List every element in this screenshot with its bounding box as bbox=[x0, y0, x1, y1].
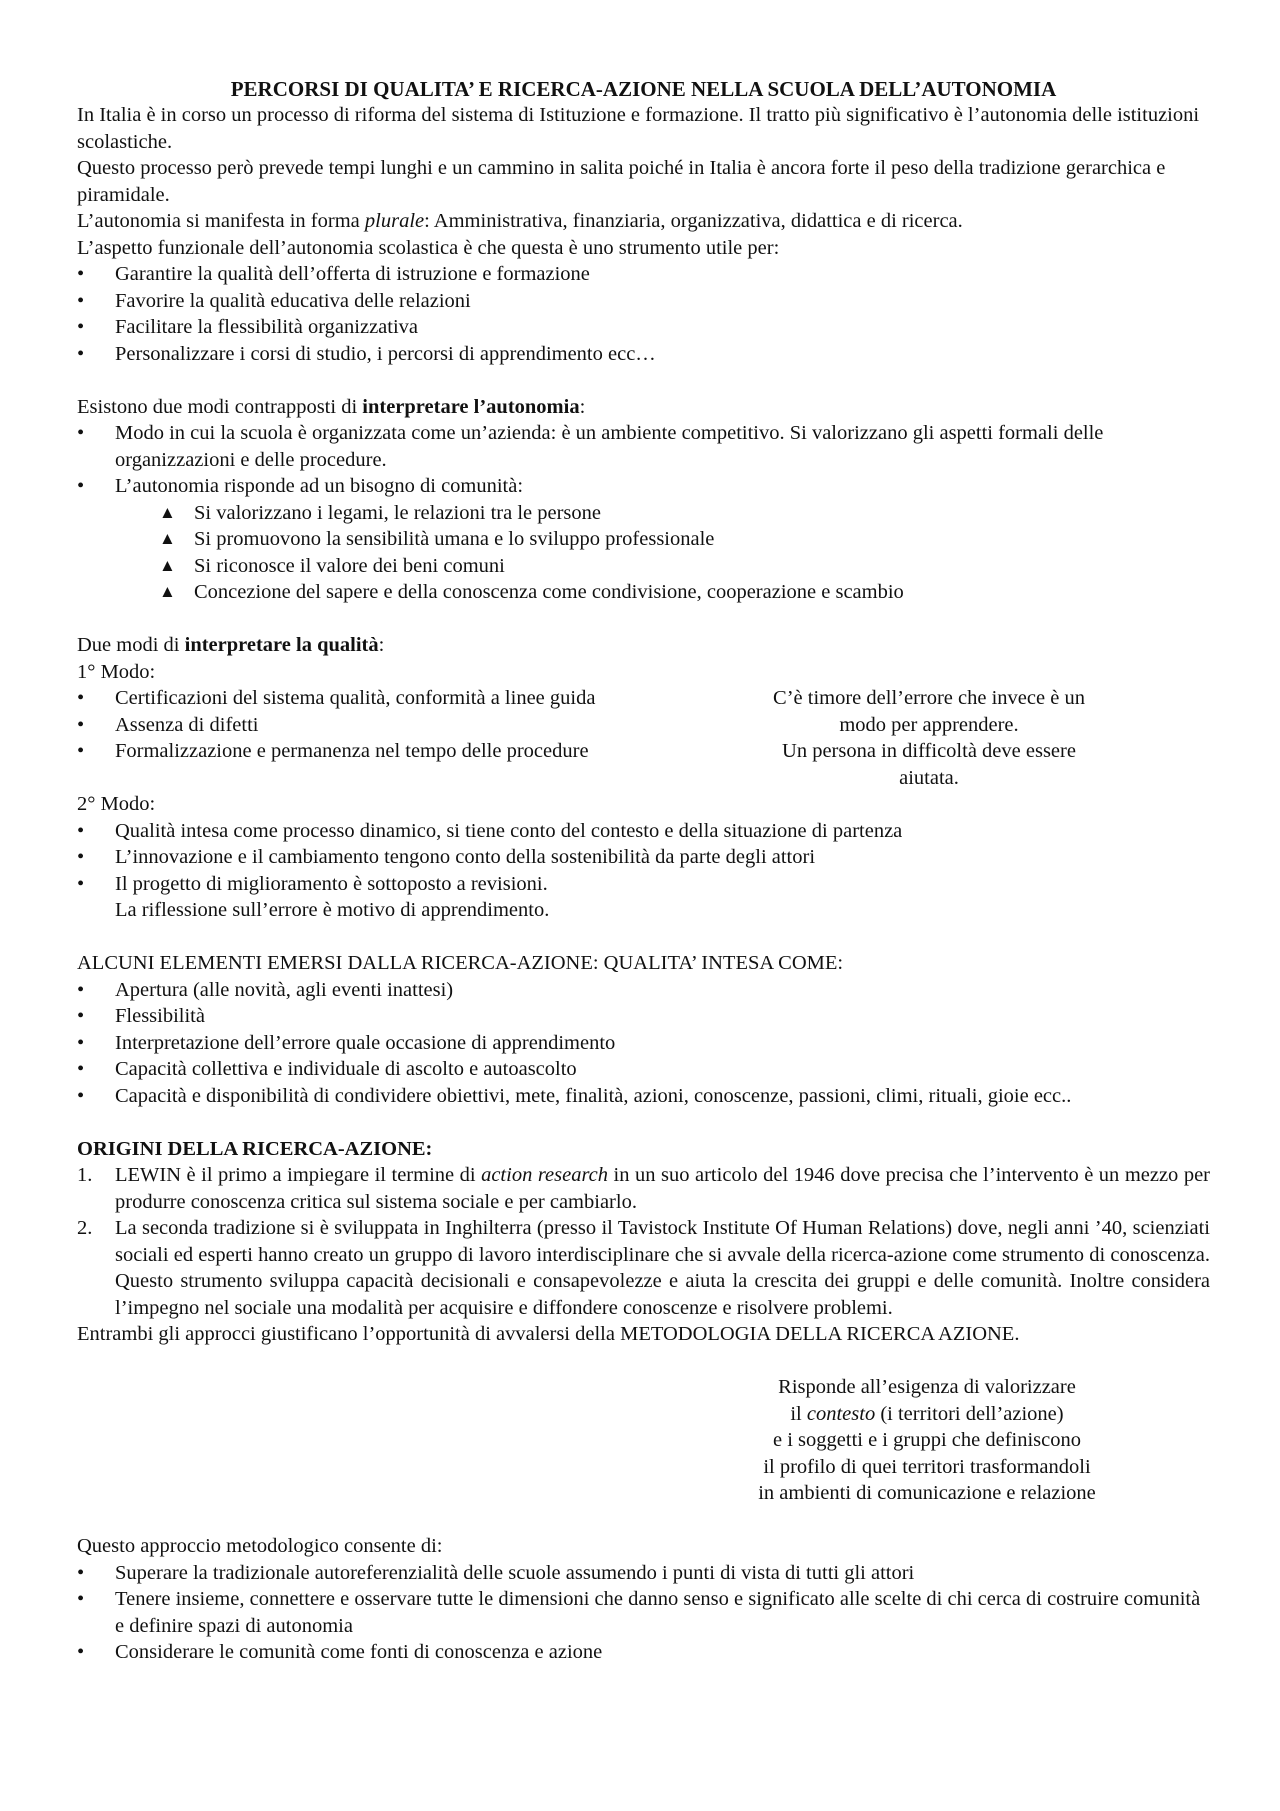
list-item-text: Apertura (alle novità, agli eventi inattesi) bbox=[115, 978, 454, 1001]
list-item-text: La seconda tradizione si è sviluppata in Inghilterra (presso il Tavistock Institute Of Human Relations) dove, negli anni ’40, scienziati sociali ed esperti hanno creato un gruppo di lavoro interdisciplinare che si avvale della ricerca-azione come strumento di conoscenza. Questo strumento sviluppa capacità decisionali e consapevolezze e aiuta la crescita dei gruppi e delle comunità. Inoltre considera l’impegno nel sociale una modalità per acquisire e diffondere conoscenze e risolvere problemi. bbox=[115, 1217, 1210, 1319]
list-item-text: Qualità intesa come processo dinamico, si tiene conto del contesto e della situazione di partenza bbox=[115, 819, 903, 842]
bullet-marker: • bbox=[77, 713, 85, 736]
bullet-marker: • bbox=[77, 1641, 85, 1663]
bullet-marker: • bbox=[77, 289, 85, 312]
list-item-text: Si valorizzano i legami, le relazioni tra le persone bbox=[194, 501, 601, 524]
text-run: : Amministrativa, finanziaria, organizzativa, didattica e di ricerca. bbox=[424, 210, 963, 232]
spacer bbox=[77, 1109, 1210, 1136]
list-item-text: Garantire la qualità dell’offerta di istruzione e formazione bbox=[115, 263, 590, 285]
list-item-text: Formalizzazione e permanenza nel tempo delle procedure bbox=[115, 740, 589, 762]
list-item-text: L’autonomia risponde ad un bisogno di comunità: bbox=[115, 475, 524, 497]
side-note-line: C’è timore dell’errore che invece è un bbox=[773, 687, 1085, 709]
list-item bbox=[77, 341, 1210, 368]
list-item-text: Interpretazione dell’errore quale occasione di apprendimento bbox=[115, 1031, 616, 1054]
bullet-marker: • bbox=[77, 819, 85, 842]
page-title: PERCORSI DI QUALITA’ E RICERCA-AZIONE NELLA SCUOLA DELL’AUTONOMIA bbox=[230, 77, 1057, 101]
list-item-text: Favorire la qualità educativa delle relazioni bbox=[115, 289, 471, 312]
origini-heading-text: ORIGINI DELLA RICERCA-AZIONE: bbox=[77, 1137, 433, 1160]
list-item-text: Il progetto di miglioramento è sottoposto a revisioni. bbox=[115, 872, 548, 895]
text-run: il bbox=[790, 1402, 807, 1425]
bullet-marker: • bbox=[77, 1588, 85, 1610]
origini-heading bbox=[77, 1136, 1210, 1163]
text-run: Esistono due modi contrapposti di bbox=[77, 395, 363, 418]
list-item-text: Certificazioni del sistema qualità, conformità a linee guida bbox=[115, 687, 596, 709]
elementi-bullet-list bbox=[77, 977, 1210, 1110]
risponde-line: in ambienti di comunicazione e relazione bbox=[758, 1482, 1096, 1504]
numbered-item bbox=[77, 1162, 1210, 1215]
modo2-tail: La riflessione sull’errore è motivo di apprendimento. bbox=[115, 899, 550, 921]
spacer bbox=[77, 1507, 1210, 1534]
list-item bbox=[77, 685, 737, 712]
bullet-marker: • bbox=[77, 1561, 85, 1584]
list-item-text: Considerare le comunità come fonti di conoscenza e azione bbox=[115, 1641, 603, 1663]
spacer bbox=[77, 606, 1210, 633]
intro-bullet-list bbox=[77, 261, 1210, 367]
bullet-marker: • bbox=[77, 263, 85, 285]
modo1-label: 1° Modo: bbox=[77, 660, 156, 683]
triangle-bullet-icon: ▲ bbox=[159, 555, 176, 575]
list-item-text: Modo in cui la scuola è organizzata come un’azienda: è un ambiente competitivo. Si valorizzano gli aspetti formali delle organizzazioni e delle procedure. bbox=[115, 422, 1104, 471]
bold-interpretare-autonomia: interpretare l’autonomia bbox=[362, 395, 580, 418]
list-item bbox=[77, 1586, 1210, 1639]
bullet-marker: • bbox=[77, 687, 85, 709]
list-item bbox=[77, 288, 1210, 315]
bullet-marker: • bbox=[77, 342, 85, 365]
text-run: : bbox=[378, 634, 385, 656]
list-item bbox=[77, 977, 1210, 1004]
bullet-marker: • bbox=[77, 1031, 85, 1054]
list-item-text: Concezione del sapere e della conoscenza come condivisione, cooperazione e scambio bbox=[194, 581, 904, 603]
intro-paragraph-3 bbox=[77, 208, 1210, 235]
triangle-bullet-icon: ▲ bbox=[159, 582, 176, 601]
list-item-text: Assenza di difetti bbox=[115, 713, 259, 736]
intro-paragraph-2: Questo processo però prevede tempi lunghi e un cammino in salita poiché in Italia è ancora forte il peso della tradizione gerarchica e piramidale. bbox=[77, 157, 1166, 206]
list-item bbox=[77, 314, 1210, 341]
bullet-marker: • bbox=[77, 1084, 85, 1107]
list-item-text: Facilitare la flessibilità organizzativa bbox=[115, 316, 419, 338]
elementi-heading: ALCUNI ELEMENTI EMERSI DALLA RICERCA-AZIONE: QUALITA’ INTESA COME: bbox=[77, 952, 844, 974]
numbered-item bbox=[77, 1215, 1210, 1321]
risponde-block bbox=[737, 1374, 1117, 1507]
list-item bbox=[77, 1003, 1210, 1030]
spacer bbox=[77, 924, 1210, 951]
emphasis-contesto: contesto bbox=[806, 1402, 876, 1425]
text-run: : bbox=[579, 395, 586, 418]
qualita-lead bbox=[77, 632, 1210, 659]
sub-list-item bbox=[159, 526, 1210, 553]
side-note bbox=[739, 685, 1119, 791]
text-run: LEWIN è il primo a impiegare il termine di bbox=[115, 1164, 482, 1186]
list-item bbox=[77, 1639, 1210, 1666]
autonomia-bullet-list bbox=[77, 420, 1210, 500]
bullet-marker: • bbox=[77, 316, 85, 338]
list-item-text: Personalizzare i corsi di studio, i percorsi di apprendimento ecc… bbox=[115, 342, 656, 365]
emphasis-plurale: plurale bbox=[364, 210, 425, 232]
triangle-bullet-icon: ▲ bbox=[159, 502, 176, 522]
list-item-text: Capacità e disponibilità di condividere obiettivi, mete, finalità, azioni, conoscenze, passioni, climi, rituali, gioie ecc.. bbox=[115, 1084, 1072, 1107]
comunita-sublist bbox=[77, 500, 1210, 606]
modo1-block bbox=[77, 685, 1210, 791]
text-run: in un suo articolo del 1946 dove precisa che l’intervento è un mezzo per produrre conoscenza critica sul sistema sociale e per cambiarlo. bbox=[115, 1164, 1210, 1213]
risponde-line: il profilo di quei territori trasformandoli bbox=[763, 1455, 1091, 1478]
list-item bbox=[77, 1056, 1210, 1083]
text-run: Due modi di bbox=[77, 634, 185, 656]
side-note-line: aiutata. bbox=[899, 766, 959, 789]
intro-paragraph-1: In Italia è in corso un processo di riforma del sistema di Istituzione e formazione. Il tratto più significativo è l’autonomia delle istituzioni scolastiche. bbox=[77, 104, 1200, 153]
bold-interpretare-qualita: interpretare la qualità bbox=[184, 634, 379, 656]
bullet-marker: • bbox=[77, 846, 85, 868]
risponde-line: Risponde all’esigenza di valorizzare bbox=[778, 1376, 1076, 1398]
list-item bbox=[77, 1083, 1210, 1110]
list-item bbox=[77, 818, 1210, 845]
bullet-marker: • bbox=[77, 422, 85, 444]
list-item bbox=[77, 1560, 1210, 1587]
risponde-line: e i soggetti e i gruppi che definiscono bbox=[773, 1429, 1081, 1451]
modo1-bullet-list bbox=[77, 685, 737, 791]
bullet-marker: • bbox=[77, 872, 85, 895]
list-item-text: Flessibilità bbox=[115, 1005, 205, 1027]
intro-paragraph-4: L’aspetto funzionale dell’autonomia scolastica è che questa è uno strumento utile per: bbox=[77, 236, 780, 259]
emphasis-action-research: action research bbox=[481, 1164, 609, 1186]
list-item-text: Tenere insieme, connettere e osservare tutte le dimensioni che danno senso e significato alle scelte di chi cerca di costruire comunità e definire spazi di autonomia bbox=[115, 1588, 1201, 1637]
bullet-marker: • bbox=[77, 1005, 85, 1027]
list-item bbox=[77, 420, 1210, 473]
list-item-text: Si riconosce il valore dei beni comuni bbox=[194, 554, 505, 577]
list-item bbox=[77, 844, 1210, 871]
autonomia-lead bbox=[77, 394, 1210, 421]
number-marker: 2. bbox=[77, 1217, 93, 1239]
approccio-lead: Questo approccio metodologico consente di: bbox=[77, 1535, 443, 1557]
list-item bbox=[77, 765, 737, 792]
risponde-line bbox=[737, 1401, 1117, 1428]
spacer bbox=[77, 1348, 1210, 1375]
sub-list-item bbox=[159, 500, 1210, 527]
list-item-text: Si promuovono la sensibilità umana e lo sviluppo professionale bbox=[194, 528, 715, 550]
list-item bbox=[77, 1030, 1210, 1057]
modo2-bullet-list bbox=[77, 818, 1210, 898]
text-run: (i territori dell’azione) bbox=[875, 1402, 1064, 1425]
list-item-text: Superare la tradizionale autoreferenzialità delle scuole assumendo i punti di vista di tutti gli attori bbox=[115, 1561, 915, 1584]
spacer bbox=[77, 367, 1210, 394]
list-item-text: Capacità collettiva e individuale di ascolto e autoascolto bbox=[115, 1058, 577, 1080]
sub-list-item bbox=[159, 579, 1210, 606]
list-item-text: L’innovazione e il cambiamento tengono conto della sostenibilità da parte degli attori bbox=[115, 846, 816, 868]
text-run: L’autonomia si manifesta in forma bbox=[77, 210, 365, 232]
number-marker: 1. bbox=[77, 1164, 93, 1186]
list-item bbox=[77, 712, 737, 739]
bullet-marker: • bbox=[77, 475, 85, 497]
modo2-label: 2° Modo: bbox=[77, 793, 156, 815]
side-note-line: Un persona in difficoltà deve essere bbox=[782, 740, 1076, 762]
side-note-line: modo per apprendere. bbox=[839, 713, 1019, 736]
list-item bbox=[77, 473, 1210, 500]
list-item bbox=[77, 261, 1210, 288]
origini-closing: Entrambi gli approcci giustificano l’opportunità di avvalersi della METODOLOGIA DELLA RICERCA AZIONE. bbox=[77, 1323, 1020, 1345]
approccio-bullet-list bbox=[77, 1560, 1210, 1666]
bullet-marker: • bbox=[77, 1058, 85, 1080]
bullet-marker: • bbox=[77, 978, 85, 1001]
sub-list-item bbox=[159, 553, 1210, 580]
list-item bbox=[77, 871, 1210, 898]
origini-numbered-list bbox=[77, 1162, 1210, 1321]
list-item bbox=[77, 738, 737, 765]
triangle-bullet-icon: ▲ bbox=[159, 529, 176, 548]
bullet-marker: • bbox=[77, 740, 85, 762]
